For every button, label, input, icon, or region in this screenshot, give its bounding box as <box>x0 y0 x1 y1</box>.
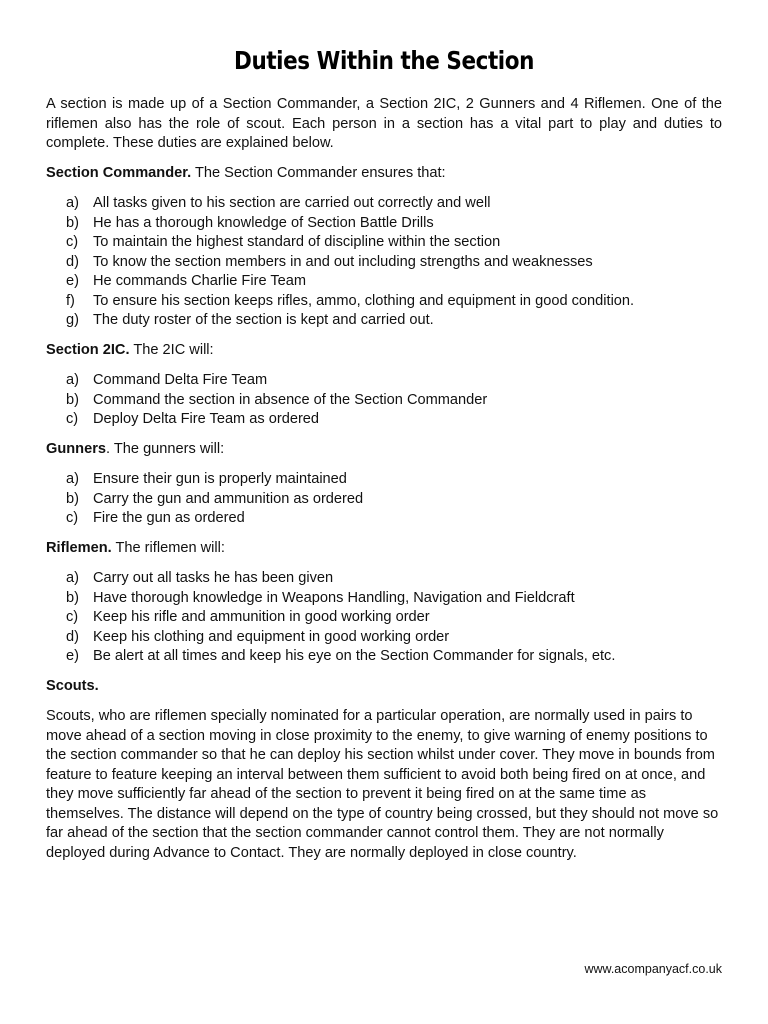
list-item-letter: e) <box>66 273 79 289</box>
duty-sections <box>46 164 722 667</box>
list-item <box>66 410 722 430</box>
list-item-text: To know the section members in and out including strengths and weaknesses <box>93 253 593 270</box>
list-item-text: Be alert at all times and keep his eye on the Section Commander for signals, etc. <box>93 648 616 664</box>
list-item-letter: a) <box>66 471 79 487</box>
section-heading <box>46 440 722 460</box>
list-item-text: He commands Charlie Fire Team <box>93 273 307 289</box>
list-item <box>66 608 722 628</box>
list-item <box>66 253 722 273</box>
duty-list <box>46 569 722 667</box>
list-item <box>66 391 722 411</box>
list-item-letter: f) <box>66 292 75 309</box>
section-heading-lead: . The gunners will: <box>106 440 225 457</box>
list-item <box>66 371 722 391</box>
list-item <box>66 470 722 490</box>
list-item <box>66 233 722 253</box>
section-heading <box>46 341 722 361</box>
duty-list <box>46 194 722 331</box>
list-item-letter: a) <box>66 372 79 388</box>
document-body <box>46 95 722 863</box>
list-item-text: To ensure his section keeps rifles, ammo, clothing and equipment in good condition. <box>93 292 635 309</box>
list-item-text: Keep his clothing and equipment in good working order <box>93 628 450 645</box>
section-heading-title: Section 2IC. <box>46 341 130 358</box>
list-item-letter: c) <box>66 510 79 526</box>
list-item-text: He has a thorough knowledge of Section Battle Drills <box>93 214 434 231</box>
list-item-text: All tasks given to his section are carried out correctly and well <box>93 195 491 211</box>
list-item-letter: c) <box>66 411 79 427</box>
list-item-text: Fire the gun as ordered <box>93 510 245 526</box>
list-item <box>66 292 722 312</box>
page-title: Duties Within the Section <box>234 46 534 75</box>
section-heading <box>46 539 722 559</box>
list-item <box>66 589 722 609</box>
list-item-letter: b) <box>66 490 79 507</box>
section-heading <box>46 164 722 184</box>
list-item <box>66 509 722 529</box>
section-heading-lead: The riflemen will: <box>111 539 225 556</box>
scouts-paragraph: Scouts, who are riflemen specially nominated for a particular operation, are normally used in pairs to move ahead of a section moving in close proximity to the enemy, to give warning of enemy positions to the section commander so that he can deploy his section whilst under cover. They move in bounds from feature to feature keeping an interval between them sufficient to avoid both being fired on at once, and they move sufficiently far ahead of the section to prevent it being fired on at the same time as themselves. The distance will depend on the type of country being crossed, but they should not move so far ahead of the section that the section commander cannot control them. They are not normally deployed during Advance to Contact. They are normally deployed in close country. <box>46 708 719 861</box>
list-item-text: The duty roster of the section is kept and carried out. <box>93 312 434 328</box>
list-item-text: Keep his rifle and ammunition in good working order <box>93 609 430 625</box>
list-item-letter: d) <box>66 628 79 645</box>
footer-website: www.acompanyacf.co.uk <box>584 962 722 976</box>
list-item-text: Deploy Delta Fire Team as ordered <box>93 411 320 427</box>
list-item-letter: a) <box>66 570 79 586</box>
list-item-text: Have thorough knowledge in Weapons Handling, Navigation and Fieldcraft <box>93 589 575 606</box>
list-item-text: To maintain the highest standard of discipline within the section <box>93 234 501 250</box>
list-item <box>66 628 722 648</box>
section-heading-title: Riflemen. <box>46 539 112 556</box>
section-heading-title: Section Commander. <box>46 164 192 181</box>
duty-list <box>46 371 722 430</box>
list-item <box>66 272 722 292</box>
list-item-text: Command the section in absence of the Section Commander <box>93 391 488 408</box>
intro-paragraph: A section is made up of a Section Commander, a Section 2IC, 2 Gunners and 4 Riflemen. One of the riflemen also has the role of scout. Each person in a section has a vital part to play and duties to complete. These duties are explained below. <box>46 96 722 151</box>
section-heading-title: Gunners <box>46 440 107 457</box>
list-item <box>66 311 722 331</box>
list-item-letter: b) <box>66 589 79 606</box>
list-item-text: Carry out all tasks he has been given <box>93 570 334 586</box>
section-heading-lead: The Section Commander ensures that: <box>191 164 446 181</box>
duty-list <box>46 470 722 529</box>
list-item-text: Ensure their gun is properly maintained <box>93 471 347 487</box>
list-item <box>66 490 722 510</box>
list-item-letter: c) <box>66 234 79 250</box>
list-item-letter: c) <box>66 609 79 625</box>
list-item <box>66 194 722 214</box>
list-item-letter: b) <box>66 214 79 231</box>
scouts-heading: Scouts. <box>46 677 99 694</box>
list-item-letter: a) <box>66 195 79 211</box>
list-item-letter: b) <box>66 391 79 408</box>
list-item-text: Carry the gun and ammunition as ordered <box>93 490 364 507</box>
list-item-letter: d) <box>66 253 79 270</box>
list-item <box>66 569 722 589</box>
list-item-letter: e) <box>66 648 79 664</box>
section-heading-lead: The 2IC will: <box>129 341 214 358</box>
list-item-letter: g) <box>66 312 79 328</box>
list-item-text: Command Delta Fire Team <box>93 372 268 388</box>
list-item <box>66 214 722 234</box>
list-item <box>66 647 722 667</box>
